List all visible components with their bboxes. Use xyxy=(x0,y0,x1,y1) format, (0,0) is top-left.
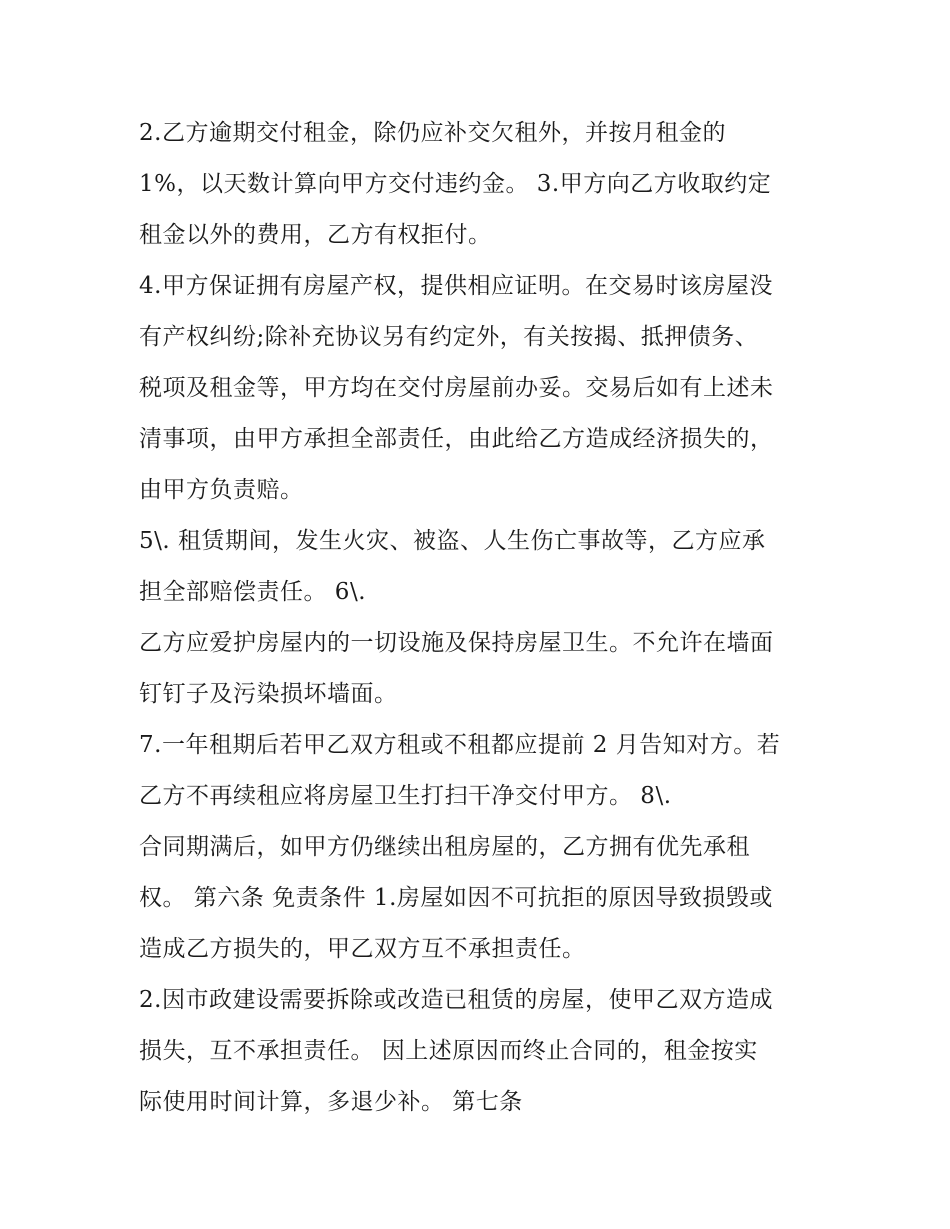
text-line: 2.因市政建设需要拆除或改造已租赁的房屋，使甲乙双方造成 xyxy=(139,987,773,1013)
text-line: 税项及租金等，甲方均在交付房屋前办妥。交易后如有上述未 xyxy=(139,375,774,401)
contract-text-body xyxy=(139,108,829,1128)
text-line: 有产权纠纷;除补充协议另有约定外，有关按揭、抵押债务、 xyxy=(139,324,759,350)
text-line: 乙方不再续租应将房屋卫生打扫干净交付甲方。 8\. xyxy=(139,783,672,809)
text-line: 2.乙方逾期交付租金，除仍应补交欠租外，并按月租金的 xyxy=(139,120,726,146)
text-line: 际使用时间计算，多退少补。 第七条 xyxy=(139,1089,523,1115)
text-line: 4.甲方保证拥有房屋产权，提供相应证明。在交易时该房屋没 xyxy=(139,273,773,299)
text-line: 权。 第六条 免责条件 1.房屋如因不可抗拒的原因导致损毁或 xyxy=(139,885,773,911)
text-line: 租金以外的费用，乙方有权拒付。 xyxy=(139,222,492,248)
text-line: 1%，以天数计算向甲方交付违约金。 3.甲方向乙方收取约定 xyxy=(139,171,772,197)
text-line: 合同期满后，如甲方仍继续出租房屋的，乙方拥有优先承租 xyxy=(139,834,750,860)
text-line: 5\. 租赁期间，发生火灾、被盗、人生伤亡事故等，乙方应承 xyxy=(139,528,766,554)
text-line: 7.一年租期后若甲乙双方租或不租都应提前 2 月告知对方。若 xyxy=(139,732,781,758)
text-line: 清事项，由甲方承担全部责任，由此给乙方造成经济损失的， xyxy=(139,426,774,452)
text-line: 造成乙方损失的，甲乙双方互不承担责任。 xyxy=(139,936,586,962)
text-line: 由甲方负责赔。 xyxy=(139,477,304,503)
text-line: 损失，互不承担责任。 因上述原因而终止合同的，租金按实 xyxy=(139,1038,758,1064)
text-line: 钉钉子及污染损坏墙面。 xyxy=(139,681,398,707)
text-line: 担全部赔偿责任。 6\. xyxy=(139,579,367,605)
text-line: 乙方应爱护房屋内的一切设施及保持房屋卫生。不允许在墙面 xyxy=(139,630,774,656)
